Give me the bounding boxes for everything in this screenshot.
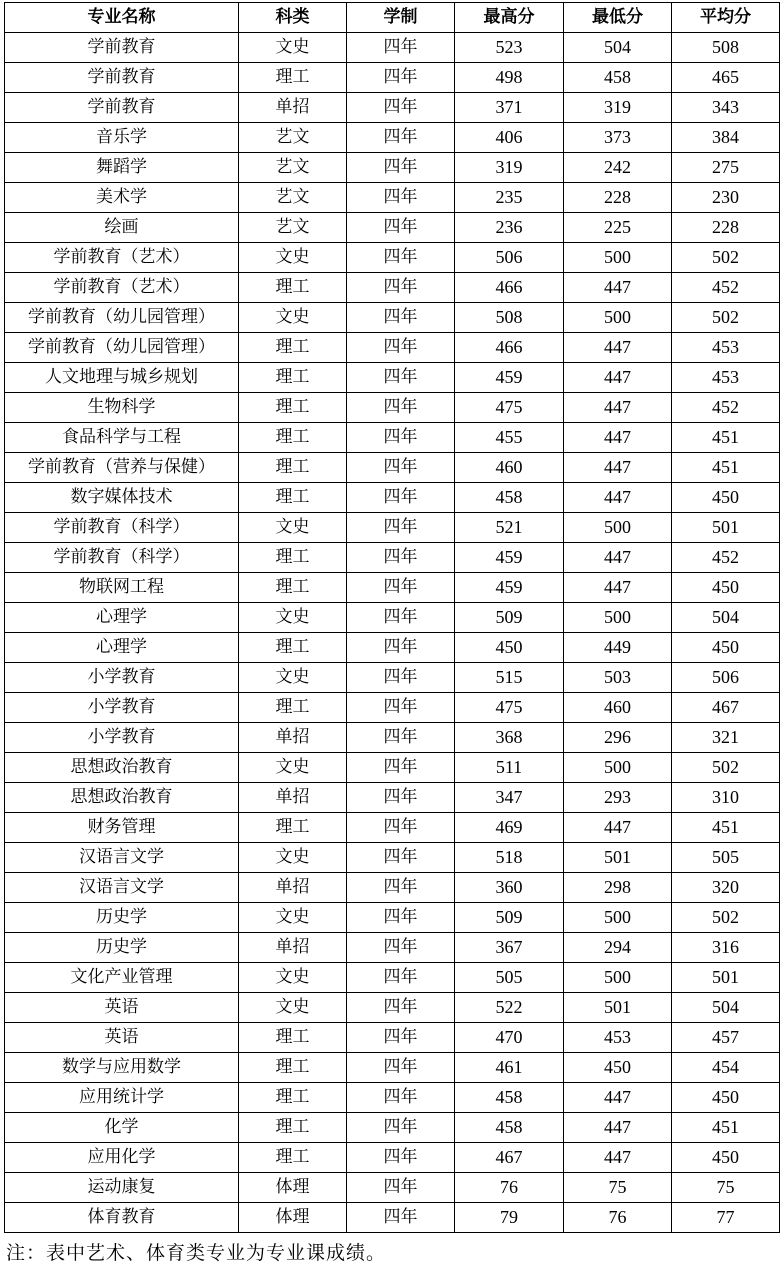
cell-major: 心理学 xyxy=(5,633,239,663)
table-row xyxy=(5,903,780,933)
cell-avg-score: 451 xyxy=(672,423,780,453)
header-row xyxy=(5,3,780,33)
cell-min-score: 319 xyxy=(564,93,672,123)
cell-category: 文史 xyxy=(239,843,347,873)
cell-category: 理工 xyxy=(239,483,347,513)
cell-min-score: 500 xyxy=(564,513,672,543)
cell-min-score: 500 xyxy=(564,303,672,333)
cell-max-score: 236 xyxy=(455,213,564,243)
table-row xyxy=(5,1113,780,1143)
cell-avg-score: 465 xyxy=(672,63,780,93)
cell-avg-score: 504 xyxy=(672,993,780,1023)
cell-max-score: 458 xyxy=(455,1113,564,1143)
table-row xyxy=(5,123,780,153)
cell-category: 理工 xyxy=(239,423,347,453)
cell-major: 食品科学与工程 xyxy=(5,423,239,453)
table-row xyxy=(5,513,780,543)
cell-major: 应用化学 xyxy=(5,1143,239,1173)
cell-max-score: 459 xyxy=(455,573,564,603)
cell-min-score: 447 xyxy=(564,273,672,303)
cell-major: 美术学 xyxy=(5,183,239,213)
cell-max-score: 360 xyxy=(455,873,564,903)
cell-category: 理工 xyxy=(239,453,347,483)
cell-avg-score: 450 xyxy=(672,573,780,603)
table-row xyxy=(5,663,780,693)
cell-avg-score: 502 xyxy=(672,303,780,333)
table-row xyxy=(5,813,780,843)
table-row xyxy=(5,1143,780,1173)
cell-max-score: 466 xyxy=(455,333,564,363)
cell-duration: 四年 xyxy=(347,843,455,873)
cell-duration: 四年 xyxy=(347,723,455,753)
cell-duration: 四年 xyxy=(347,1053,455,1083)
table-row xyxy=(5,1173,780,1203)
cell-duration: 四年 xyxy=(347,213,455,243)
cell-max-score: 460 xyxy=(455,453,564,483)
table-row xyxy=(5,693,780,723)
cell-major: 学前教育 xyxy=(5,93,239,123)
cell-max-score: 450 xyxy=(455,633,564,663)
cell-category: 理工 xyxy=(239,633,347,663)
cell-avg-score: 501 xyxy=(672,963,780,993)
cell-major: 体育教育 xyxy=(5,1203,239,1233)
cell-major: 小学教育 xyxy=(5,663,239,693)
cell-duration: 四年 xyxy=(347,693,455,723)
cell-major: 绘画 xyxy=(5,213,239,243)
footnote: 注：表中艺术、体育类专业为专业课成绩。 xyxy=(6,1242,387,1264)
cell-avg-score: 452 xyxy=(672,273,780,303)
cell-category: 艺文 xyxy=(239,123,347,153)
table-row xyxy=(5,273,780,303)
cell-duration: 四年 xyxy=(347,933,455,963)
cell-major: 音乐学 xyxy=(5,123,239,153)
cell-duration: 四年 xyxy=(347,1143,455,1173)
cell-max-score: 76 xyxy=(455,1173,564,1203)
cell-max-score: 475 xyxy=(455,393,564,423)
cell-category: 理工 xyxy=(239,363,347,393)
cell-category: 单招 xyxy=(239,723,347,753)
cell-max-score: 506 xyxy=(455,243,564,273)
cell-category: 理工 xyxy=(239,813,347,843)
table-row xyxy=(5,993,780,1023)
cell-major: 历史学 xyxy=(5,903,239,933)
cell-duration: 四年 xyxy=(347,753,455,783)
cell-max-score: 466 xyxy=(455,273,564,303)
header-min-score: 最低分 xyxy=(564,3,672,33)
cell-category: 理工 xyxy=(239,333,347,363)
cell-min-score: 500 xyxy=(564,603,672,633)
cell-duration: 四年 xyxy=(347,153,455,183)
cell-max-score: 371 xyxy=(455,93,564,123)
cell-avg-score: 457 xyxy=(672,1023,780,1053)
cell-max-score: 509 xyxy=(455,903,564,933)
cell-duration: 四年 xyxy=(347,363,455,393)
cell-major: 心理学 xyxy=(5,603,239,633)
cell-category: 体理 xyxy=(239,1203,347,1233)
cell-min-score: 447 xyxy=(564,483,672,513)
cell-duration: 四年 xyxy=(347,783,455,813)
cell-max-score: 467 xyxy=(455,1143,564,1173)
cell-min-score: 298 xyxy=(564,873,672,903)
cell-duration: 四年 xyxy=(347,903,455,933)
table-row xyxy=(5,243,780,273)
cell-max-score: 367 xyxy=(455,933,564,963)
cell-avg-score: 450 xyxy=(672,633,780,663)
cell-max-score: 498 xyxy=(455,63,564,93)
cell-min-score: 500 xyxy=(564,963,672,993)
cell-duration: 四年 xyxy=(347,483,455,513)
cell-category: 理工 xyxy=(239,393,347,423)
table-row xyxy=(5,33,780,63)
cell-duration: 四年 xyxy=(347,813,455,843)
cell-category: 文史 xyxy=(239,33,347,63)
cell-major: 小学教育 xyxy=(5,723,239,753)
cell-min-score: 447 xyxy=(564,423,672,453)
cell-category: 文史 xyxy=(239,753,347,783)
cell-major: 学前教育 xyxy=(5,63,239,93)
cell-category: 体理 xyxy=(239,1173,347,1203)
cell-max-score: 522 xyxy=(455,993,564,1023)
cell-major: 舞蹈学 xyxy=(5,153,239,183)
cell-duration: 四年 xyxy=(347,993,455,1023)
cell-duration: 四年 xyxy=(347,393,455,423)
cell-duration: 四年 xyxy=(347,273,455,303)
table-row xyxy=(5,873,780,903)
cell-avg-score: 230 xyxy=(672,183,780,213)
cell-min-score: 500 xyxy=(564,753,672,783)
cell-min-score: 293 xyxy=(564,783,672,813)
cell-duration: 四年 xyxy=(347,33,455,63)
cell-max-score: 505 xyxy=(455,963,564,993)
cell-duration: 四年 xyxy=(347,1083,455,1113)
cell-avg-score: 320 xyxy=(672,873,780,903)
cell-max-score: 235 xyxy=(455,183,564,213)
table-row xyxy=(5,573,780,603)
cell-category: 理工 xyxy=(239,1143,347,1173)
cell-avg-score: 502 xyxy=(672,243,780,273)
cell-category: 单招 xyxy=(239,933,347,963)
cell-category: 文史 xyxy=(239,603,347,633)
cell-max-score: 461 xyxy=(455,1053,564,1083)
cell-avg-score: 502 xyxy=(672,903,780,933)
cell-min-score: 447 xyxy=(564,333,672,363)
cell-max-score: 508 xyxy=(455,303,564,333)
cell-max-score: 459 xyxy=(455,363,564,393)
cell-duration: 四年 xyxy=(347,573,455,603)
cell-duration: 四年 xyxy=(347,513,455,543)
table-row xyxy=(5,783,780,813)
cell-min-score: 294 xyxy=(564,933,672,963)
cell-min-score: 453 xyxy=(564,1023,672,1053)
cell-duration: 四年 xyxy=(347,1203,455,1233)
table-row xyxy=(5,483,780,513)
cell-category: 艺文 xyxy=(239,183,347,213)
table-row xyxy=(5,1203,780,1233)
cell-avg-score: 452 xyxy=(672,393,780,423)
cell-category: 理工 xyxy=(239,1023,347,1053)
cell-duration: 四年 xyxy=(347,1023,455,1053)
cell-major: 应用统计学 xyxy=(5,1083,239,1113)
cell-max-score: 347 xyxy=(455,783,564,813)
table-row xyxy=(5,453,780,483)
cell-major: 汉语言文学 xyxy=(5,873,239,903)
cell-duration: 四年 xyxy=(347,333,455,363)
cell-category: 理工 xyxy=(239,1053,347,1083)
cell-avg-score: 505 xyxy=(672,843,780,873)
cell-min-score: 500 xyxy=(564,243,672,273)
cell-category: 理工 xyxy=(239,693,347,723)
cell-major: 学前教育（艺术） xyxy=(5,273,239,303)
cell-avg-score: 450 xyxy=(672,1143,780,1173)
cell-max-score: 521 xyxy=(455,513,564,543)
table-row xyxy=(5,213,780,243)
cell-avg-score: 310 xyxy=(672,783,780,813)
cell-major: 化学 xyxy=(5,1113,239,1143)
cell-avg-score: 343 xyxy=(672,93,780,123)
cell-min-score: 447 xyxy=(564,363,672,393)
cell-max-score: 515 xyxy=(455,663,564,693)
cell-duration: 四年 xyxy=(347,1113,455,1143)
table-row xyxy=(5,723,780,753)
cell-major: 学前教育 xyxy=(5,33,239,63)
cell-duration: 四年 xyxy=(347,873,455,903)
cell-avg-score: 450 xyxy=(672,1083,780,1113)
cell-max-score: 406 xyxy=(455,123,564,153)
cell-avg-score: 502 xyxy=(672,753,780,783)
cell-major: 学前教育（营养与保健） xyxy=(5,453,239,483)
cell-min-score: 504 xyxy=(564,33,672,63)
cell-major: 思想政治教育 xyxy=(5,783,239,813)
cell-avg-score: 275 xyxy=(672,153,780,183)
cell-max-score: 455 xyxy=(455,423,564,453)
cell-avg-score: 77 xyxy=(672,1203,780,1233)
cell-min-score: 447 xyxy=(564,813,672,843)
cell-major: 历史学 xyxy=(5,933,239,963)
cell-avg-score: 75 xyxy=(672,1173,780,1203)
table-row xyxy=(5,183,780,213)
table-row xyxy=(5,963,780,993)
cell-max-score: 319 xyxy=(455,153,564,183)
cell-category: 理工 xyxy=(239,1083,347,1113)
cell-major: 生物科学 xyxy=(5,393,239,423)
cell-avg-score: 506 xyxy=(672,663,780,693)
cell-avg-score: 453 xyxy=(672,333,780,363)
cell-duration: 四年 xyxy=(347,1173,455,1203)
cell-min-score: 76 xyxy=(564,1203,672,1233)
cell-avg-score: 508 xyxy=(672,33,780,63)
cell-category: 文史 xyxy=(239,513,347,543)
table-row xyxy=(5,1053,780,1083)
cell-category: 理工 xyxy=(239,273,347,303)
cell-avg-score: 451 xyxy=(672,813,780,843)
cell-avg-score: 384 xyxy=(672,123,780,153)
cell-avg-score: 450 xyxy=(672,483,780,513)
cell-avg-score: 467 xyxy=(672,693,780,723)
cell-max-score: 511 xyxy=(455,753,564,783)
cell-major: 学前教育（科学） xyxy=(5,543,239,573)
cell-major: 英语 xyxy=(5,1023,239,1053)
cell-max-score: 368 xyxy=(455,723,564,753)
table-body xyxy=(5,33,780,1233)
table-row xyxy=(5,93,780,123)
cell-max-score: 475 xyxy=(455,693,564,723)
cell-min-score: 460 xyxy=(564,693,672,723)
header-max-score: 最高分 xyxy=(455,3,564,33)
cell-min-score: 75 xyxy=(564,1173,672,1203)
cell-duration: 四年 xyxy=(347,243,455,273)
cell-min-score: 458 xyxy=(564,63,672,93)
cell-duration: 四年 xyxy=(347,93,455,123)
cell-major: 汉语言文学 xyxy=(5,843,239,873)
cell-major: 英语 xyxy=(5,993,239,1023)
table-row xyxy=(5,303,780,333)
cell-avg-score: 316 xyxy=(672,933,780,963)
cell-avg-score: 504 xyxy=(672,603,780,633)
cell-duration: 四年 xyxy=(347,633,455,663)
cell-duration: 四年 xyxy=(347,303,455,333)
table-row xyxy=(5,363,780,393)
cell-duration: 四年 xyxy=(347,123,455,153)
cell-min-score: 500 xyxy=(564,903,672,933)
cell-avg-score: 454 xyxy=(672,1053,780,1083)
table-row xyxy=(5,933,780,963)
cell-avg-score: 452 xyxy=(672,543,780,573)
cell-major: 人文地理与城乡规划 xyxy=(5,363,239,393)
cell-category: 文史 xyxy=(239,243,347,273)
cell-category: 单招 xyxy=(239,873,347,903)
cell-max-score: 470 xyxy=(455,1023,564,1053)
cell-min-score: 503 xyxy=(564,663,672,693)
cell-duration: 四年 xyxy=(347,663,455,693)
cell-min-score: 296 xyxy=(564,723,672,753)
cell-min-score: 373 xyxy=(564,123,672,153)
cell-major: 思想政治教育 xyxy=(5,753,239,783)
cell-duration: 四年 xyxy=(347,453,455,483)
cell-category: 文史 xyxy=(239,993,347,1023)
header-category: 科类 xyxy=(239,3,347,33)
cell-min-score: 447 xyxy=(564,453,672,483)
cell-category: 理工 xyxy=(239,573,347,603)
table-row xyxy=(5,63,780,93)
table-row xyxy=(5,1083,780,1113)
cell-min-score: 450 xyxy=(564,1053,672,1083)
score-table xyxy=(4,2,780,1233)
table-row xyxy=(5,753,780,783)
cell-major: 数字媒体技术 xyxy=(5,483,239,513)
cell-category: 理工 xyxy=(239,543,347,573)
cell-category: 文史 xyxy=(239,303,347,333)
cell-duration: 四年 xyxy=(347,963,455,993)
cell-major: 文化产业管理 xyxy=(5,963,239,993)
cell-major: 学前教育（幼儿园管理） xyxy=(5,303,239,333)
cell-category: 单招 xyxy=(239,783,347,813)
cell-category: 单招 xyxy=(239,93,347,123)
cell-duration: 四年 xyxy=(347,63,455,93)
cell-min-score: 447 xyxy=(564,573,672,603)
cell-duration: 四年 xyxy=(347,183,455,213)
cell-min-score: 449 xyxy=(564,633,672,663)
cell-category: 文史 xyxy=(239,663,347,693)
cell-min-score: 242 xyxy=(564,153,672,183)
cell-min-score: 447 xyxy=(564,1083,672,1113)
cell-avg-score: 501 xyxy=(672,513,780,543)
table-row xyxy=(5,423,780,453)
cell-max-score: 79 xyxy=(455,1203,564,1233)
header-avg-score: 平均分 xyxy=(672,3,780,33)
table-row xyxy=(5,1023,780,1053)
header-major: 专业名称 xyxy=(5,3,239,33)
cell-major: 财务管理 xyxy=(5,813,239,843)
cell-duration: 四年 xyxy=(347,543,455,573)
cell-avg-score: 451 xyxy=(672,453,780,483)
cell-category: 艺文 xyxy=(239,153,347,183)
cell-min-score: 447 xyxy=(564,543,672,573)
cell-major: 小学教育 xyxy=(5,693,239,723)
cell-major: 学前教育（幼儿园管理） xyxy=(5,333,239,363)
cell-avg-score: 321 xyxy=(672,723,780,753)
cell-min-score: 225 xyxy=(564,213,672,243)
cell-min-score: 447 xyxy=(564,393,672,423)
cell-category: 理工 xyxy=(239,1113,347,1143)
cell-major: 学前教育（科学） xyxy=(5,513,239,543)
table-row xyxy=(5,633,780,663)
cell-max-score: 459 xyxy=(455,543,564,573)
cell-max-score: 509 xyxy=(455,603,564,633)
cell-max-score: 458 xyxy=(455,483,564,513)
table-row xyxy=(5,333,780,363)
cell-avg-score: 451 xyxy=(672,1113,780,1143)
cell-min-score: 501 xyxy=(564,993,672,1023)
cell-major: 数学与应用数学 xyxy=(5,1053,239,1083)
cell-category: 理工 xyxy=(239,63,347,93)
cell-major: 学前教育（艺术） xyxy=(5,243,239,273)
table-row xyxy=(5,393,780,423)
cell-max-score: 518 xyxy=(455,843,564,873)
cell-category: 艺文 xyxy=(239,213,347,243)
cell-min-score: 228 xyxy=(564,183,672,213)
cell-major: 运动康复 xyxy=(5,1173,239,1203)
cell-category: 文史 xyxy=(239,903,347,933)
cell-avg-score: 228 xyxy=(672,213,780,243)
cell-min-score: 447 xyxy=(564,1113,672,1143)
cell-max-score: 523 xyxy=(455,33,564,63)
cell-avg-score: 453 xyxy=(672,363,780,393)
cell-min-score: 501 xyxy=(564,843,672,873)
cell-category: 文史 xyxy=(239,963,347,993)
header-duration: 学制 xyxy=(347,3,455,33)
cell-duration: 四年 xyxy=(347,423,455,453)
table-row xyxy=(5,843,780,873)
cell-min-score: 447 xyxy=(564,1143,672,1173)
cell-duration: 四年 xyxy=(347,603,455,633)
cell-major: 物联网工程 xyxy=(5,573,239,603)
table-row xyxy=(5,543,780,573)
table-row xyxy=(5,153,780,183)
table-row xyxy=(5,603,780,633)
cell-max-score: 469 xyxy=(455,813,564,843)
cell-max-score: 458 xyxy=(455,1083,564,1113)
